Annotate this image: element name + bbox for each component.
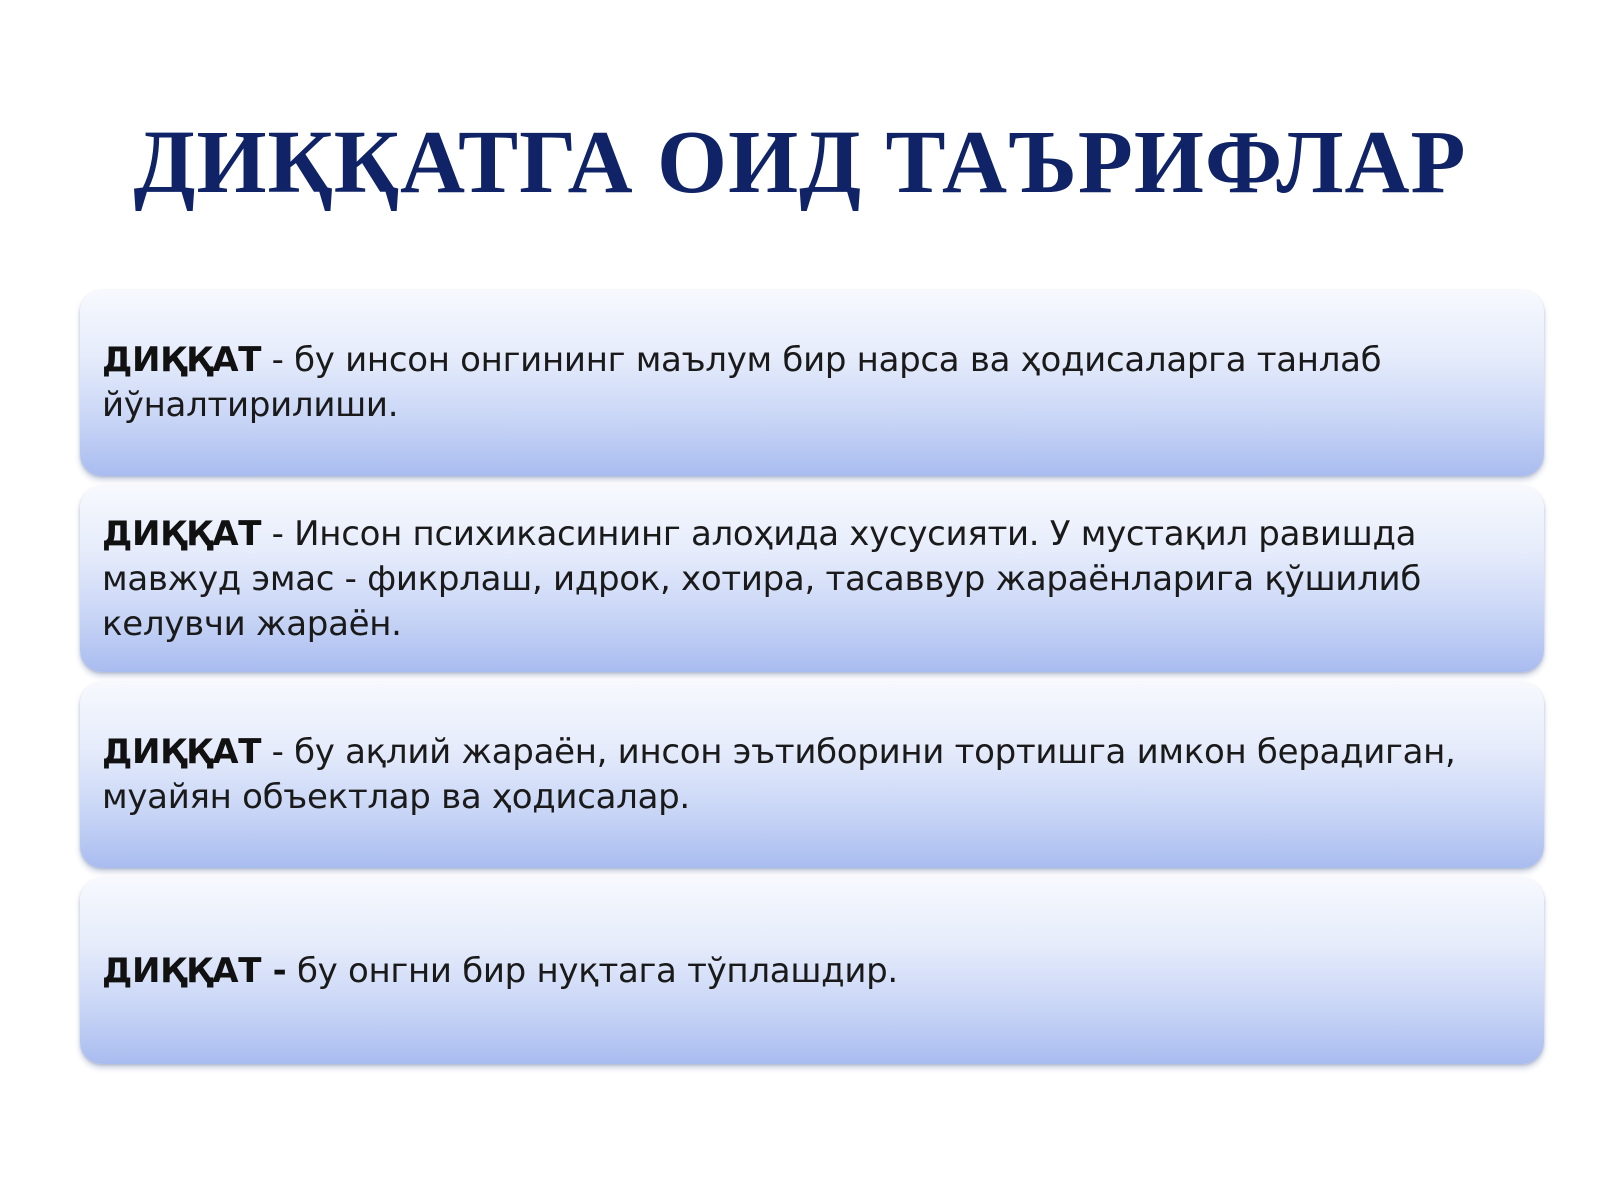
definition-term: ДИҚҚАТ -: [102, 950, 287, 991]
definition-term: ДИҚҚАТ: [102, 732, 262, 772]
definition-body: - бу ақлий жараён, инсон эътиборини тортишга имкон берадиган, муайян объектлар ва ҳодисалар.: [102, 732, 1456, 817]
definition-body: бу онгни бир нуқтага тўплашдир.: [286, 950, 898, 991]
definition-body: - бу инсон онгининг маълум бир нарса ва ҳодисаларга танлаб йўналтирилиши.: [102, 340, 1382, 425]
definition-card: [80, 878, 1544, 1064]
slide-title: ДИҚҚАТГА ОИД ТАЪРИФЛАР: [133, 113, 1467, 212]
definition-card: [80, 290, 1544, 476]
definition-text: [102, 949, 898, 994]
definition-text: [102, 338, 1504, 428]
definition-term: ДИҚҚАТ: [102, 340, 262, 380]
definition-card: [80, 486, 1544, 672]
definition-text: [102, 512, 1504, 647]
definition-text: [102, 730, 1504, 820]
definition-card: [80, 682, 1544, 868]
definition-list: [80, 290, 1544, 1074]
definition-term: ДИҚҚАТ: [102, 513, 262, 554]
definition-body: - Инсон психикасининг алоҳида хусусияти. У мустақил равишда мавжуд эмас - фикрлаш, идрок, хотира, тасаввур жараёнларига қўшилиб келувчи жараён.: [102, 513, 1421, 644]
